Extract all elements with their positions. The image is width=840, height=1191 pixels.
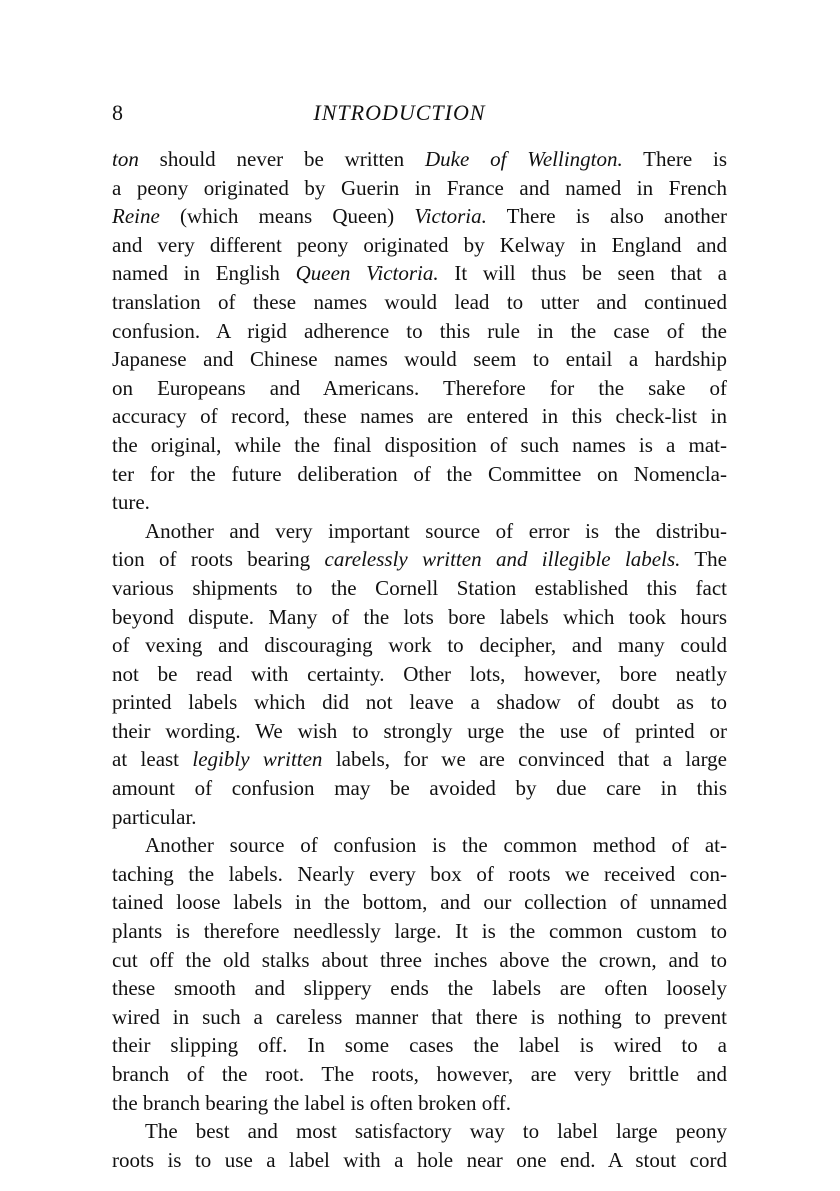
text-segment: (which means Queen): [159, 204, 415, 229]
text-line: [112, 1117, 727, 1146]
text-segment: ter for the future deliberation of the Committee on Nomencla-: [112, 461, 727, 486]
text-segment: these smooth and slippery ends the labels are often loosely: [112, 976, 727, 1001]
text-line: [112, 974, 727, 1003]
italic-text: legibly written: [192, 747, 323, 772]
text-segment: named in English: [112, 261, 296, 286]
text-line: [112, 688, 727, 717]
italic-text: Duke of Wellington.: [424, 147, 623, 171]
text-line: [112, 345, 727, 374]
text-line: [112, 317, 727, 346]
text-line: [112, 174, 727, 203]
text-segment: the branch bearing the label is often broken off.: [112, 1090, 512, 1115]
page-number: 8: [112, 100, 123, 125]
text-line: [112, 1031, 727, 1060]
text-line: [112, 1003, 727, 1032]
text-line: [112, 402, 727, 431]
text-line: [112, 917, 727, 946]
text-segment: accuracy of record, these names are entered in this check-list in: [112, 404, 727, 429]
text-segment: confusion. A rigid adherence to this rule in the case of the: [112, 318, 727, 343]
text-segment: various shipments to the Cornell Station established this fact: [112, 575, 727, 600]
text-line: [112, 1089, 727, 1118]
text-line: [112, 774, 727, 803]
text-segment: translation of these names would lead to utter and continued: [112, 289, 727, 314]
text-segment: It will thus be seen that a: [438, 261, 727, 286]
text-segment: their slipping off. In some cases the label is wired to a: [112, 1033, 727, 1058]
text-segment: on Europeans and Americans. Therefore for the sake of: [112, 375, 727, 400]
italic-text: ton: [112, 147, 139, 171]
text-segment: tained loose labels in the bottom, and our collection of unnamed: [112, 890, 727, 915]
text-segment: their wording. We wish to strongly urge the use of printed or: [112, 718, 727, 743]
text-line: [112, 860, 727, 889]
text-line: [112, 488, 727, 517]
text-segment: the original, while the final disposition of such names is a mat-: [112, 432, 727, 457]
text-line: [112, 888, 727, 917]
text-segment: branch of the root. The roots, however, are very brittle and: [112, 1062, 727, 1086]
text-segment: The: [680, 547, 727, 572]
page-header: [112, 100, 727, 130]
text-segment: amount of confusion may be avoided by due care in this: [112, 776, 727, 801]
running-title: INTRODUCTION: [313, 100, 486, 125]
text-line: [112, 831, 727, 860]
text-segment: cut off the old stalks about three inches above the crown, and to: [112, 947, 727, 972]
text-line: [112, 374, 727, 403]
text-line: [112, 745, 727, 774]
text-segment: particular.: [112, 804, 197, 829]
text-line: [112, 231, 727, 260]
text-segment: Japanese and Chinese names would seem to entail a hardship: [112, 347, 727, 372]
text-segment: The best and most satisfactory way to label large peony: [145, 1119, 727, 1144]
text-line: [112, 460, 727, 489]
text-line: [112, 517, 727, 546]
italic-text: carelessly written and illegible labels.: [324, 547, 681, 572]
text-segment: at least: [112, 747, 193, 772]
italic-text: Victoria.: [414, 204, 487, 229]
text-segment: There is also another: [486, 204, 728, 229]
text-segment: printed labels which did not leave a shadow of doubt as to: [112, 690, 727, 715]
text-segment: tion of roots bearing: [112, 547, 325, 572]
italic-text: Queen Victoria.: [295, 261, 439, 286]
text-segment: plants is therefore needlessly large. It is the common custom to: [112, 919, 727, 944]
text-line: [112, 803, 727, 832]
text-segment: ture.: [112, 490, 150, 515]
text-line: [112, 717, 727, 746]
text-segment: not be read with certainty. Other lots, however, bore neatly: [112, 661, 727, 686]
text-segment: There is: [622, 147, 727, 171]
text-line: [112, 631, 727, 660]
text-segment: and very different peony originated by Kelway in England and: [112, 232, 727, 257]
text-line: [112, 145, 727, 174]
text-line: [112, 202, 727, 231]
text-line: [112, 946, 727, 975]
text-line: [112, 574, 727, 603]
body-text: [112, 145, 727, 1174]
text-segment: should never be written: [138, 147, 425, 171]
text-segment: Another and very important source of error is the distribu-: [145, 518, 727, 543]
text-line: [112, 603, 727, 632]
text-line: [112, 1146, 727, 1175]
text-line: [112, 431, 727, 460]
italic-text: Reine: [112, 204, 160, 229]
text-line: [112, 259, 727, 288]
text-segment: wired in such a careless manner that there is nothing to prevent: [112, 1004, 727, 1029]
text-segment: labels, for we are convinced that a large: [322, 747, 727, 772]
text-line: [112, 545, 727, 574]
text-segment: of vexing and discouraging work to decipher, and many could: [112, 633, 727, 658]
text-line: [112, 288, 727, 317]
text-segment: Another source of confusion is the common method of at-: [145, 833, 727, 858]
text-segment: beyond dispute. Many of the lots bore labels which took hours: [112, 604, 727, 629]
text-line: [112, 1060, 727, 1089]
text-segment: a peony originated by Guerin in France and named in French: [112, 175, 727, 200]
text-segment: taching the labels. Nearly every box of roots we received con-: [112, 861, 727, 886]
text-segment: roots is to use a label with a hole near one end. A stout cord: [112, 1147, 727, 1172]
text-line: [112, 660, 727, 689]
